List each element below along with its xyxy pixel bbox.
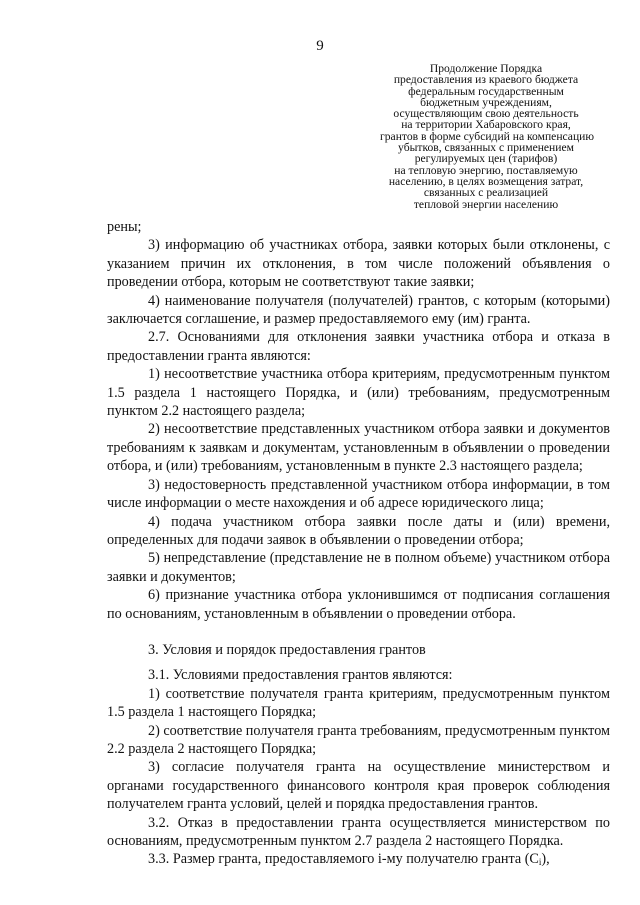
paragraph: 1) несоответствие участника отбора критериям, предусмотренным пунктом 1.5 раздела 1 настоящего Порядка, и (или) требованиям, предусмотренным пунктом 2.2 настоящего раздела; (107, 366, 610, 420)
section-heading: 3. Условия и порядок предоставления грантов (148, 641, 426, 658)
paragraph: 3.1. Условиями предоставления грантов являются: (148, 667, 453, 684)
header-line: населению, в целях возмещения затрат, (388, 174, 584, 188)
header-line: бюджетным учреждениям, (420, 95, 552, 109)
continuation-header (380, 62, 595, 211)
header-line: федеральным государственным (408, 84, 564, 98)
document-body (107, 218, 610, 872)
header-line: на тепловую энергию, поставляемую (394, 163, 578, 177)
header-line: грантов в форме субсидий на компенсацию (380, 129, 595, 143)
header-line: осуществляющим свою деятельность (393, 107, 579, 121)
paragraph: 2) соответствие получателя гранта требованиям, предусмотренным пунктом 2.2 раздела 2 настоящего Порядка; (107, 722, 610, 757)
header-line: предоставления из краевого бюджета (393, 73, 579, 87)
paragraph-text: 3.3. Размер гранта, предоставляемого i-му получателю гранта (C (148, 851, 539, 868)
header-line: Продолжение Порядка (429, 62, 543, 75)
paragraph: рены; (107, 219, 142, 235)
paragraph-last (107, 850, 610, 871)
subscript: i (538, 857, 542, 868)
paragraph-text-end: ), (541, 851, 550, 868)
paragraph: 4) наименование получателя (получателей) грантов, с которым (которыми) заключается соглашение, и размер предоставляемого ему (им) гранта. (107, 292, 610, 328)
paragraph: 2) несоответствие представленных участником отбора заявки и документов требованиям к заявкам и документам, установленным в объявлении о проведении отбора, и (или) требованиям, установленным в пункте 2.3 настоящего раздела; (107, 421, 610, 475)
paragraph: 3) согласие получателя гранта на осуществление министерством и органами государственного финансового контроля края проверок соблюдения получателем гранта условий, целей и порядка предоставления грантов. (107, 759, 610, 813)
header-line: на территории Хабаровского края, (401, 118, 571, 132)
paragraph: 1) соответствие получателя гранта критериям, предусмотренным пунктом 1.5 раздела 1 настоящего Порядка; (107, 685, 610, 721)
paragraph: 3) информацию об участниках отбора, заявки которых были отклонены, с указанием причин их отклонения, в том числе положений объявления о проведении отбора, которым не соответствуют такие заявки; (107, 237, 610, 291)
paragraph: 3.2. Отказ в предоставлении гранта осуществляется министерством по основаниям, предусмотренным пунктом 2.7 раздела 2 настоящего Порядка. (107, 814, 610, 849)
header-line: регулируемых цен (тарифов) (414, 152, 558, 166)
page-number: 9 (316, 38, 324, 54)
header-line: убытков, связанных с применением (398, 141, 574, 155)
paragraph: 4) подача участником отбора заявки после даты и (или) времени, определенных для подачи заявок в объявлении о проведении отбора; (107, 513, 610, 548)
header-line: тепловой энергии населению (413, 197, 559, 211)
paragraph: 6) признание участника отбора уклонившимся от подписания соглашения по основаниям, установленным в объявлении о проведении отбора. (107, 587, 610, 622)
paragraph: 3) недостоверность представленной участником отбора информации, в том числе информации о месте нахождения и об адресе юридического лица; (107, 476, 610, 512)
paragraph: 2.7. Основаниями для отклонения заявки участника отбора и отказа в предоставлении гранта являются: (107, 329, 610, 364)
header-line: связанных с реализацией (423, 186, 549, 200)
paragraph: 5) непредставление (представление не в полном объеме) участником отбора заявки и документов; (107, 550, 610, 585)
